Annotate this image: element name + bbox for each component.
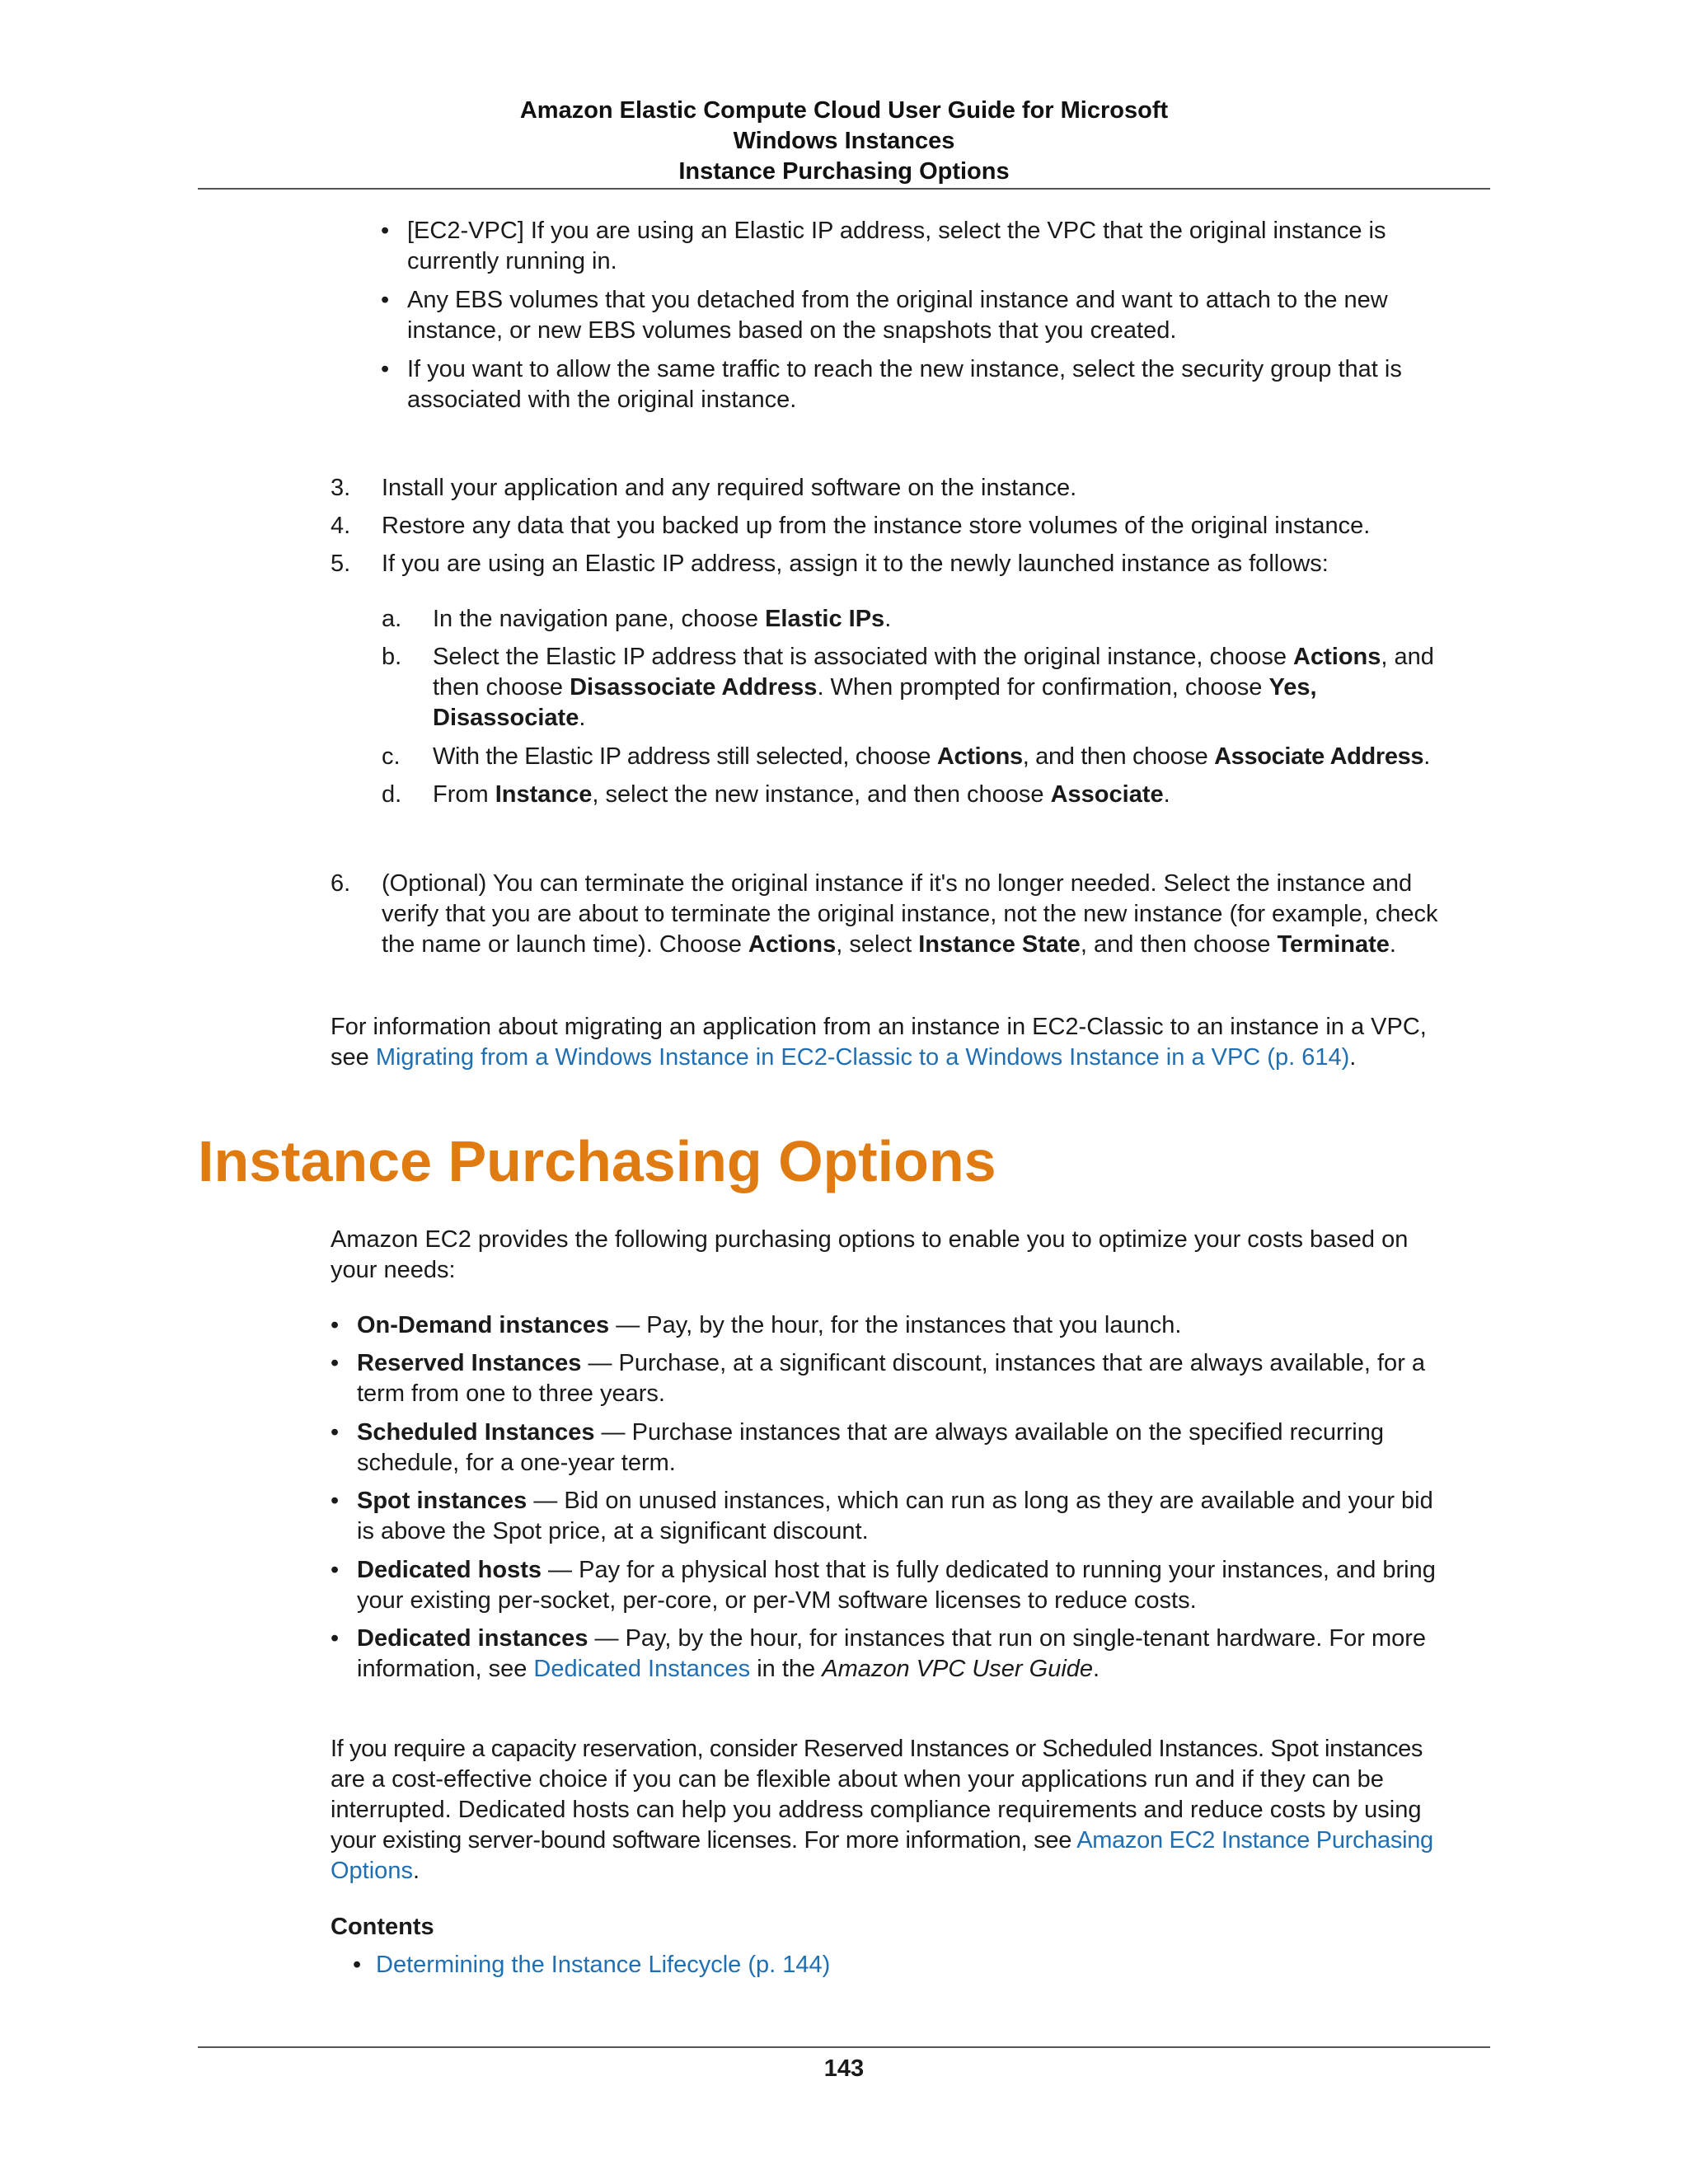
section-title: Instance Purchasing Options [198,1129,996,1193]
option-dedicated-instances-line-2: information, see Dedicated Instances in the Amazon VPC User Guide. [357,1656,1100,1682]
dedicated-instances-link[interactable]: Dedicated Instances [533,1656,751,1682]
step-6-line-2: verify that you are about to terminate the original instance, not the new instance (for example, check [382,901,1438,927]
header-line-1: Amazon Elastic Compute Cloud User Guide for Microsoft [519,97,1169,124]
step-6-line-3: the name or launch time). Choose Actions, select Instance State, and then choose Terminate. [382,931,1396,958]
contents-heading: Contents [331,1914,434,1940]
substep-b-line-2: then choose Disassociate Address. When prompted for confirmation, choose Yes, [433,674,1317,701]
list-item-continuation: currently running in. [407,248,617,274]
capacity-paragraph-line-2: are a cost-effective choice if you can be flexible about when your applications run and if they can be [331,1766,1384,1793]
migration-paragraph-line-1: For information about migrating an application from an instance in EC2-Classic to an instance in a VPC, [331,1014,1427,1040]
capacity-paragraph-line-3: interrupted. Dedicated hosts can help you address compliance requirements and reduce costs by using [331,1797,1422,1823]
migrating-ec2-classic-link[interactable]: Migrating from a Windows Instance in EC2-Classic to a Windows Instance in a VPC (p. 614) [375,1044,1350,1071]
header-line-3: Instance Purchasing Options [678,158,1010,185]
running-header [198,96,1490,187]
purchasing-options-link[interactable]: Amazon EC2 Instance Purchasing [1076,1827,1433,1854]
option-scheduled-line-2: schedule, for a one-year term. [357,1450,676,1476]
substep-b-line-3: Disassociate. [433,705,586,731]
option-reserved-line-2: term from one to three years. [357,1380,665,1407]
header-divider [198,188,1490,190]
capacity-paragraph-line-1: If you require a capacity reservation, consider Reserved Instances or Scheduled Instances. Spot instances [331,1736,1423,1762]
page-number: 143 [823,2055,865,2082]
intro-line-2: your needs: [331,1257,456,1283]
capacity-paragraph-line-4: your existing server-bound software licenses. For more information, see Amazon EC2 Instance Purchasing [331,1827,1433,1854]
footer-divider [198,2046,1490,2048]
header-line-2: Windows Instances [733,128,955,154]
intro-line-1: Amazon EC2 provides the following purchasing options to enable you to optimize your costs based on [331,1226,1409,1253]
option-spot-line-2: is above the Spot price, at a significant discount. [357,1518,869,1544]
instance-lifecycle-link[interactable]: Determining the Instance Lifecycle (p. 144) [376,1952,831,1978]
option-dedicated-hosts-line-2: your existing per-socket, per-core, or per-VM software licenses to reduce costs. [357,1587,1197,1614]
migration-paragraph-line-2: see Migrating from a Windows Instance in EC2-Classic to a Windows Instance in a VPC (p. 614). [331,1044,1357,1071]
purchasing-options-link-continued[interactable]: Options [331,1858,413,1884]
list-item-continuation: associated with the original instance. [407,387,797,413]
list-item-continuation: instance, or new EBS volumes based on the snapshots that you created. [407,317,1177,344]
capacity-paragraph-line-5: Options. [331,1858,420,1884]
document-page: Amazon Elastic Compute Cloud User Guide for Microsoft Windows Instances Instance Purchasing Options • [EC2-VPC] If you are using an Elastic IP address, select the VPC that the original instance is currently running in. • Any EBS volumes that you detached from the original instance and want to attach to the new instance, or new EBS volumes based on the snapshots that you created. • If you want to allow the same traffic to reach the new instance, select the security group that is associated with the original instance. 3. Install your application and any required software on the instance. 4. Restore any data that you backed up from the instance store volumes of the original instance. 5. If you are using an Elastic IP address, assign it to the newly launched instance as follows: a. In the navigation pane, choose Elastic IPs. b. Select the Elastic IP address that is associated with the original instance, choose Actions, and then choose Disassociate Address. When prompted for confirmation, choose Yes, Disassociate. c. With the Elastic IP address still selected, choose Actions, and then choose Associate Address. d. From Instance, select the new instance, and then choose Associate. 6. (Optional) You can terminate the original instance if it's no longer needed. Select the instance and verify that you are about to terminate the original instance, not the new instance (for example, check the name or launch time). Choose Actions, select Instance State, and then choose Terminate. For information about migrating an application from an instance in EC2-Classic to an instance in a VPC, see Migrating from a Windows Instance in EC2-Classic to a Windows Instance in a VPC (p. 614). Instance Purchasing Options Amazon EC2 provides the following purchasing options to enable you to optimize your costs based on your needs: • On-Demand instances — Pay, by the hour, for the instances that you launch. • Reserved Instances — Purchase, at a significant discount, instances that are always available, for a term from one to three years. • Scheduled Instances — Purchase instances that are always available on the specified recurring schedule, for a one-year term. • Spot instances — Bid on unused instances, which can run as long as they are available and your bid is above the Spot price, at a significant discount. • Dedicated hosts — Pay for a physical host that is fully dedicated to running your instances, and bring your existing per-socket, per-core, or per-VM software licenses to reduce costs. • Dedicated instances — Pay, by the hour, for instances that run on single-tenant hardware. For more information, see Dedicated Instances in the Amazon VPC User Guide. If you require a capacity reservation, consider Reserved Instances or Scheduled Instances. Spot instances are a cost-effective choice if you can be flexible about when your applications run and if they can be interrupted. Dedicated hosts can help you address compliance requirements and reduce costs by using your existing server-bound software licenses. For more information, see Amazon EC2 Instance Purchasing Options. Contents • Determining the Instance Lifecycle (p. 144) 143 [0,0,1688,2184]
